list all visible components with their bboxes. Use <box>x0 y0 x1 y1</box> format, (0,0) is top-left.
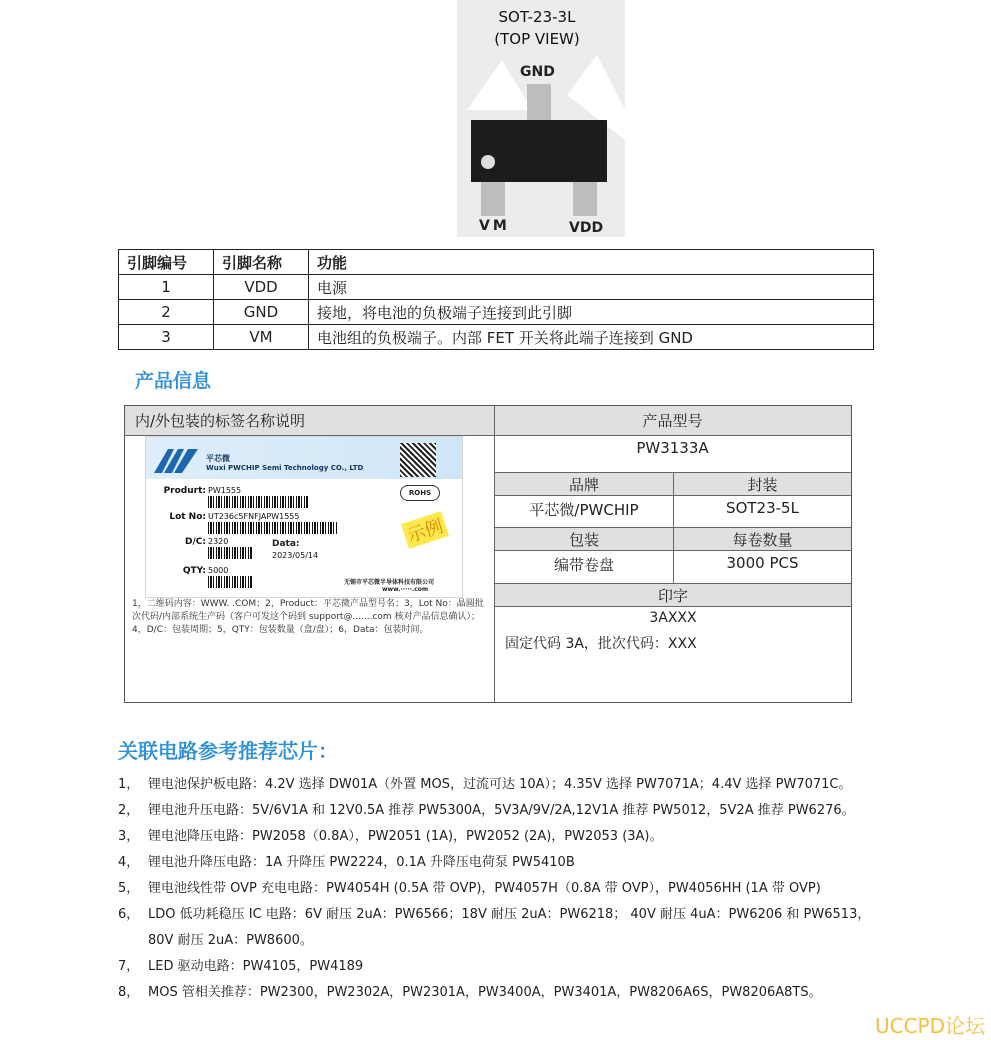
package-value: SOT23-5L <box>726 499 799 517</box>
produrt-key: Produrt: <box>163 486 206 496</box>
list-item: 1， 锂电池保护板电路：4.2V 选择 DW01A（外置 MOS，过流可达 10A）；4.35V 选择 PW7071A；4.4V 选择 PW7071C。 <box>118 777 852 792</box>
data-key: Data: <box>272 539 300 549</box>
pin-vdd-label: VDD <box>569 220 604 236</box>
qr-code-icon <box>400 443 436 477</box>
dc-key: D/C: <box>185 537 206 547</box>
recommend-title: 关联电路参考推荐芯片： <box>118 739 338 763</box>
list-item: 4， 锂电池升降压电路：1A 升降压 PW2224，0.1A 升降压电荷泵 PW5410B <box>118 855 575 870</box>
pin-number: 3 <box>119 325 214 350</box>
list-item: 2， 锂电池升压电路：5V/6V1A 和 12V0.5A 推荐 PW5300A，5V3A/9V/2A,12V1A 推荐 PW5012，5V2A 推荐 PW6276。 <box>118 803 855 818</box>
packing-header: 包装 <box>495 528 673 550</box>
col-pin-name: 引脚名称 <box>214 250 309 275</box>
marking-header: 印字 <box>495 584 851 606</box>
qty-value: 3000 PCS <box>726 554 799 572</box>
barcode-icon <box>208 576 252 588</box>
model-header: 产品型号 <box>494 406 851 435</box>
model-value: PW3133A <box>636 439 709 457</box>
pin-name: GND <box>214 300 309 325</box>
list-item: 3， 锂电池降压电路：PW2058（0.8A），PW2051 (1A)，PW2052 (2A)，PW2053 (3A)。 <box>118 829 663 844</box>
brand-value: 平芯微/PWCHIP <box>529 501 639 519</box>
pin-number: 1 <box>119 275 214 300</box>
list-item: 6， LDO 低功耗稳压 IC 电路：6V 耐压 2uA：PW6566；18V 耐压 2uA：PW6218； 40V 耐压 4uA：PW6206 和 PW6513，80V 耐压 2uA：PW8600。 <box>118 907 871 948</box>
chip-outline-icon <box>457 0 625 237</box>
table-row <box>119 300 874 325</box>
lot-key: Lot No: <box>169 512 206 522</box>
list-item: 8， MOS 管相关推荐：PW2300，PW2302A，PW2301A，PW3400A，PW3401A，PW8206A6S，PW8206A8TS。 <box>118 985 822 1000</box>
logo-text: 平芯微 <box>206 454 230 463</box>
package-header: 封装 <box>674 473 851 495</box>
pin-name: VM <box>214 325 309 350</box>
list-item: 7， LED 驱动电路：PW4105，PW4189 <box>118 959 364 974</box>
col-pin-number: 引脚编号 <box>119 250 214 275</box>
brand-header: 品牌 <box>495 473 673 495</box>
barcode-icon <box>208 522 338 534</box>
label-footer-url: www.·····.com <box>382 586 429 593</box>
rohs-badge: ROHS <box>400 485 440 501</box>
pin-number: 2 <box>119 300 214 325</box>
col-function: 功能 <box>309 250 874 275</box>
qty-header: 每卷数量 <box>674 528 851 550</box>
product-info-title: 产品信息 <box>135 370 212 392</box>
barcode-icon <box>208 547 252 559</box>
table-header-row <box>119 250 874 275</box>
qty-key: QTY: <box>182 566 206 576</box>
marking-value: 3AXXX <box>649 610 697 626</box>
pin-function: 电池组的负极端子。内部 FET 开关将此端子连接到 GND <box>309 325 874 350</box>
pin-function: 电源 <box>309 275 874 300</box>
watermark: UCCPD论坛 <box>874 1014 985 1038</box>
package-diagram <box>457 0 625 237</box>
pin-function: 接地，将电池的负极端子连接到此引脚 <box>309 300 874 325</box>
marking-description: 固定代码 3A，批次代码：XXX <box>505 636 697 652</box>
label-footer-company: 无锡市平芯微半导体科技有限公司 <box>344 579 435 586</box>
sample-stamp: 示例 <box>401 511 449 549</box>
pin-table <box>118 249 874 350</box>
lot-value: UT236c5FNFJAPW1555 <box>208 512 300 521</box>
pin-vm-label: VM <box>479 218 510 234</box>
produrt-value: PW1555 <box>208 486 242 495</box>
recommend-list <box>118 772 874 1006</box>
qty-label-value: 5000 <box>208 566 229 575</box>
pin-gnd-label: GND <box>520 64 555 80</box>
barcode-icon <box>208 496 308 508</box>
label-header: 内/外包装的标签名称说明 <box>125 406 494 435</box>
package-view: (TOP VIEW) <box>494 30 580 48</box>
table-row <box>119 325 874 350</box>
company-name: Wuxi PWCHIP Semi Technology CO., LTD <box>206 464 364 472</box>
package-label-image <box>145 436 463 598</box>
data-value: 2023/05/14 <box>272 551 319 560</box>
dc-value: 2320 <box>208 537 229 546</box>
packing-value: 编带卷盘 <box>553 556 614 574</box>
table-row <box>119 275 874 300</box>
label-note: 1，二维码内容：WWW. .COM；2，Product：平芯微产品型号名；3，Lot No：晶圆批次代码/内部系统生产码（客户可发这个码到 support@.......com 核对产品信息确认）；4，D/C：包装周期；5，QTY：包装数量（盒/盘）；6，Data：包装时间。 <box>132 599 484 635</box>
list-item: 5， 锂电池线性带 OVP 充电电路：PW4054H (0.5A 带 OVP)，PW4057H（0.8A 带 OVP），PW4056HH (1A 带 OVP) <box>118 881 821 896</box>
pwchip-logo-icon <box>152 445 200 475</box>
package-name: SOT-23-3L <box>498 8 576 26</box>
pin-name: VDD <box>214 275 309 300</box>
